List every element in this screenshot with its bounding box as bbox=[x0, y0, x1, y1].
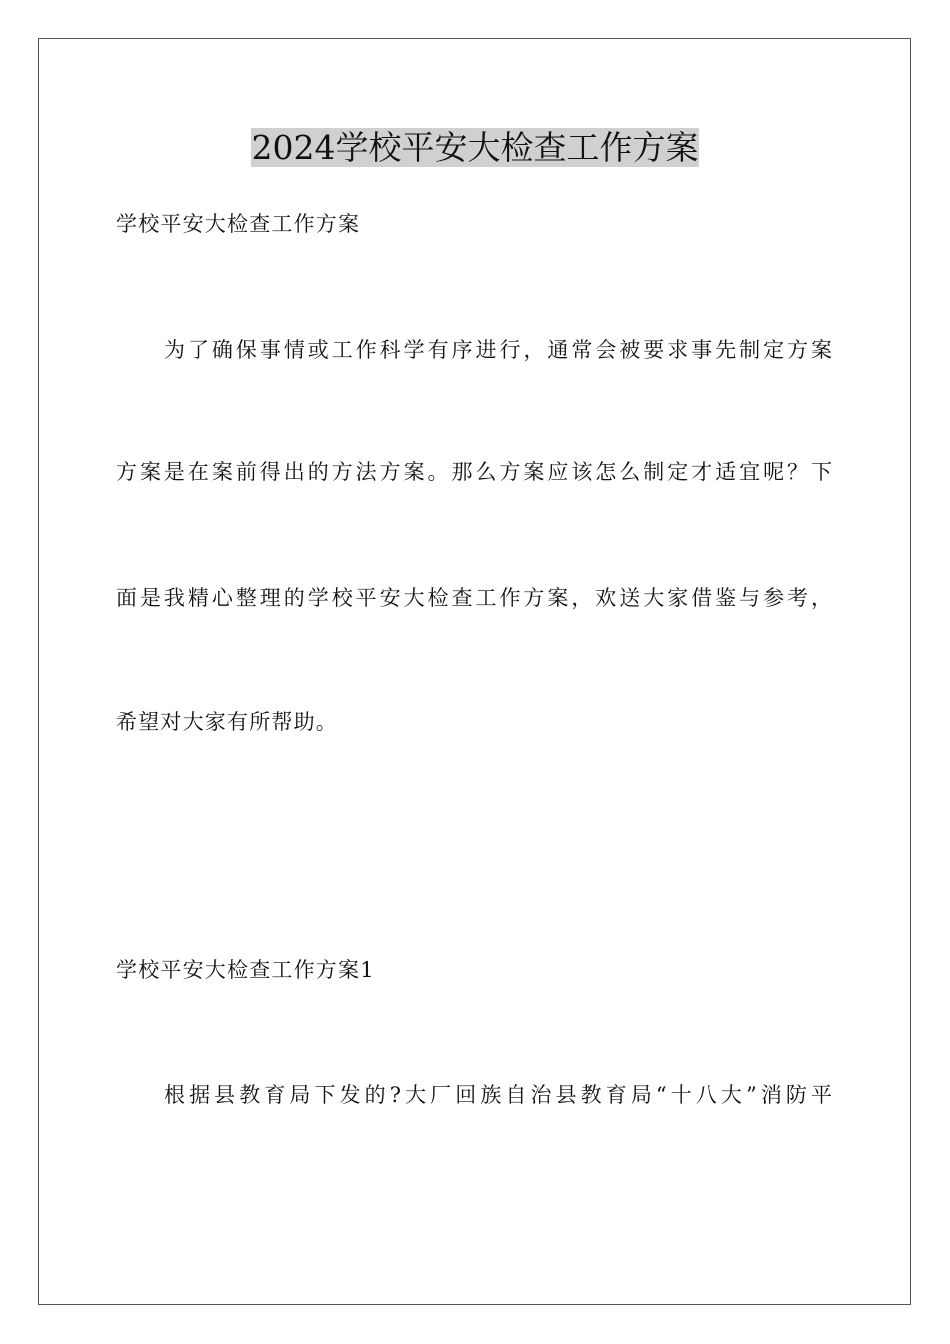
section1-heading: 学校平安大检查工作方案1 bbox=[116, 958, 375, 982]
intro-line-1: 为了确保事情或工作科学有序进行，通常会被要求事先制定方案 bbox=[164, 338, 832, 362]
document-title-text: 2024学校平安大检查工作方案 bbox=[251, 128, 699, 167]
intro-line-3: 面是我精心整理的学校平安大检查工作方案，欢送大家借鉴与参考， bbox=[116, 586, 832, 610]
intro-line-4: 希望对大家有所帮助。 bbox=[116, 710, 338, 734]
section1-line-1: 根据县教育局下发的?大厂回族自治县教育局“十八大”消防平 bbox=[164, 1083, 832, 1107]
intro-line-2: 方案是在案前得出的方法方案。那么方案应该怎么制定才适宜呢？下 bbox=[116, 460, 832, 484]
document-subtitle: 学校平安大检查工作方案 bbox=[116, 212, 361, 236]
document-title bbox=[0, 126, 950, 170]
